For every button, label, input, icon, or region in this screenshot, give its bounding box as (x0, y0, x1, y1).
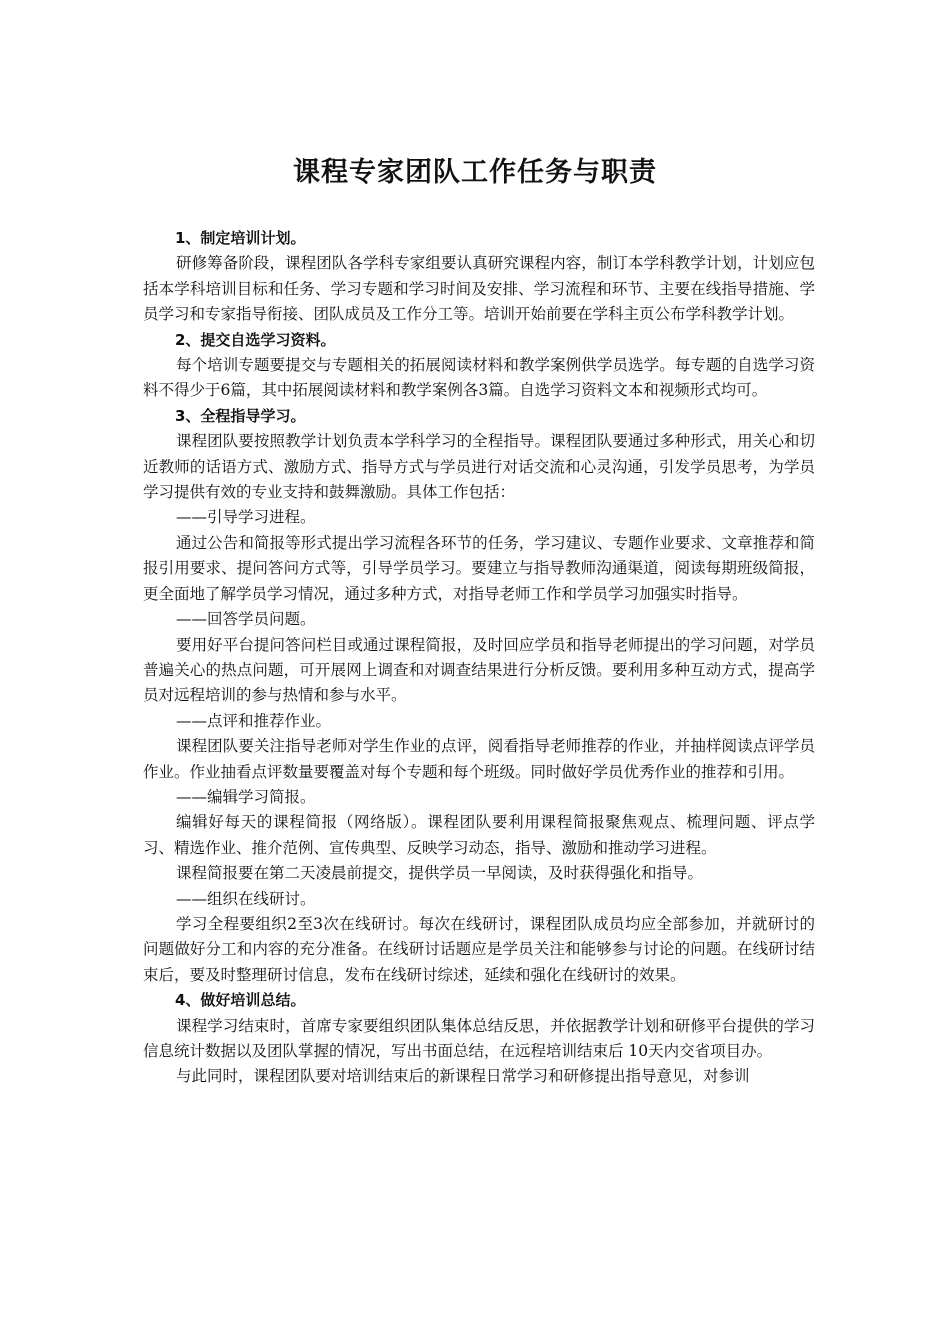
paragraph: 课程简报要在第二天凌晨前提交，提供学员一早阅读，及时获得强化和指导。 (176, 864, 704, 883)
subsection-label: ——编辑学习简报。 (176, 787, 316, 806)
paragraph: 要用好平台提问答问栏目或通过课程简报，及时回应学员和指导老师提出的学习问题，对学员普遍关心的热点问题，可开展网上调查和对调查结果进行分析反馈。要利用多种互动方式，提高学员对远程培训的参与热情和参与水平。 (143, 635, 815, 705)
paragraph: 每个培训专题要提交与专题相关的拓展阅读材料和教学案例供学员选学。每专题的自选学习资料不得少于6篇，其中拓展阅读材料和教学案例各3篇。自选学习资料文本和视频形式均可。 (143, 356, 815, 400)
document-body (143, 226, 815, 1090)
subsection-label: ——引导学习进程。 (176, 508, 316, 527)
paragraph: 课程团队要关注指导老师对学生作业的点评，阅看指导老师推荐的作业，并抽样阅读点评学员作业。作业抽看点评数量要覆盖对每个专题和每个班级。同时做好学员优秀作业的推荐和引用。 (143, 737, 815, 781)
section-heading: 3、全程指导学习。 (175, 406, 306, 425)
subsection-label: ——回答学员问题。 (176, 610, 316, 629)
paragraph: 与此同时，课程团队要对培训结束后的新课程日常学习和研修提出指导意见，对参训 (176, 1067, 750, 1086)
paragraph: 通过公告和简报等形式提出学习流程各环节的任务，学习建议、专题作业要求、文章推荐和简报引用要求、提问答问方式等，引导学员学习。要建立与指导教师沟通渠道，阅读每期班级简报，更全面地了解学员学习情况，通过多种方式，对指导老师工作和学员学习加强实时指导。 (143, 533, 815, 603)
paragraph: 课程团队要按照教学计划负责本学科学习的全程指导。课程团队要通过多种形式，用关心和切近教师的话语方式、激励方式、指导方式与学员进行对话交流和心灵沟通，引发学员思考，为学员学习提供有效的专业支持和鼓舞激励。具体工作包括： (143, 432, 815, 502)
paragraph: 编辑好每天的课程简报（网络版）。课程团队要利用课程简报聚焦观点、梳理问题、评点学习、精选作业、推介范例、宣传典型、反映学习动态，指导、激励和推动学习进程。 (143, 813, 815, 857)
section-heading: 1、制定培训计划。 (175, 229, 306, 247)
section-heading: 4、做好培训总结。 (175, 991, 306, 1010)
page-title: 课程专家团队工作任务与职责 (293, 157, 657, 188)
paragraph: 课程学习结束时，首席专家要组织团队集体总结反思，并依据教学计划和研修平台提供的学习信息统计数据以及团队掌握的情况，写出书面总结，在远程培训结束后 10天内交省项目办。 (143, 1016, 815, 1060)
section-heading: 2、提交自选学习资料。 (175, 330, 336, 349)
paragraph: 学习全程要组织2至3次在线研讨。每次在线研讨，课程团队成员均应全部参加，并就研讨的问题做好分工和内容的充分准备。在线研讨话题应是学员关注和能够参与讨论的问题。在线研讨结束后，要及时整理研讨信息，发布在线研讨综述，延续和强化在线研讨的效果。 (143, 914, 815, 984)
paragraph: 研修筹备阶段，课程团队各学科专家组要认真研究课程内容，制订本学科教学计划，计划应包括本学科培训目标和任务、学习专题和学习时间及安排、学习流程和环节、主要在线指导措施、学员学习和专家指导衔接、团队成员及工作分工等。培训开始前要在学科主页公布学科教学计划。 (143, 254, 815, 324)
subsection-label: ——点评和推荐作业。 (176, 711, 332, 730)
subsection-label: ——组织在线研讨。 (176, 889, 316, 908)
